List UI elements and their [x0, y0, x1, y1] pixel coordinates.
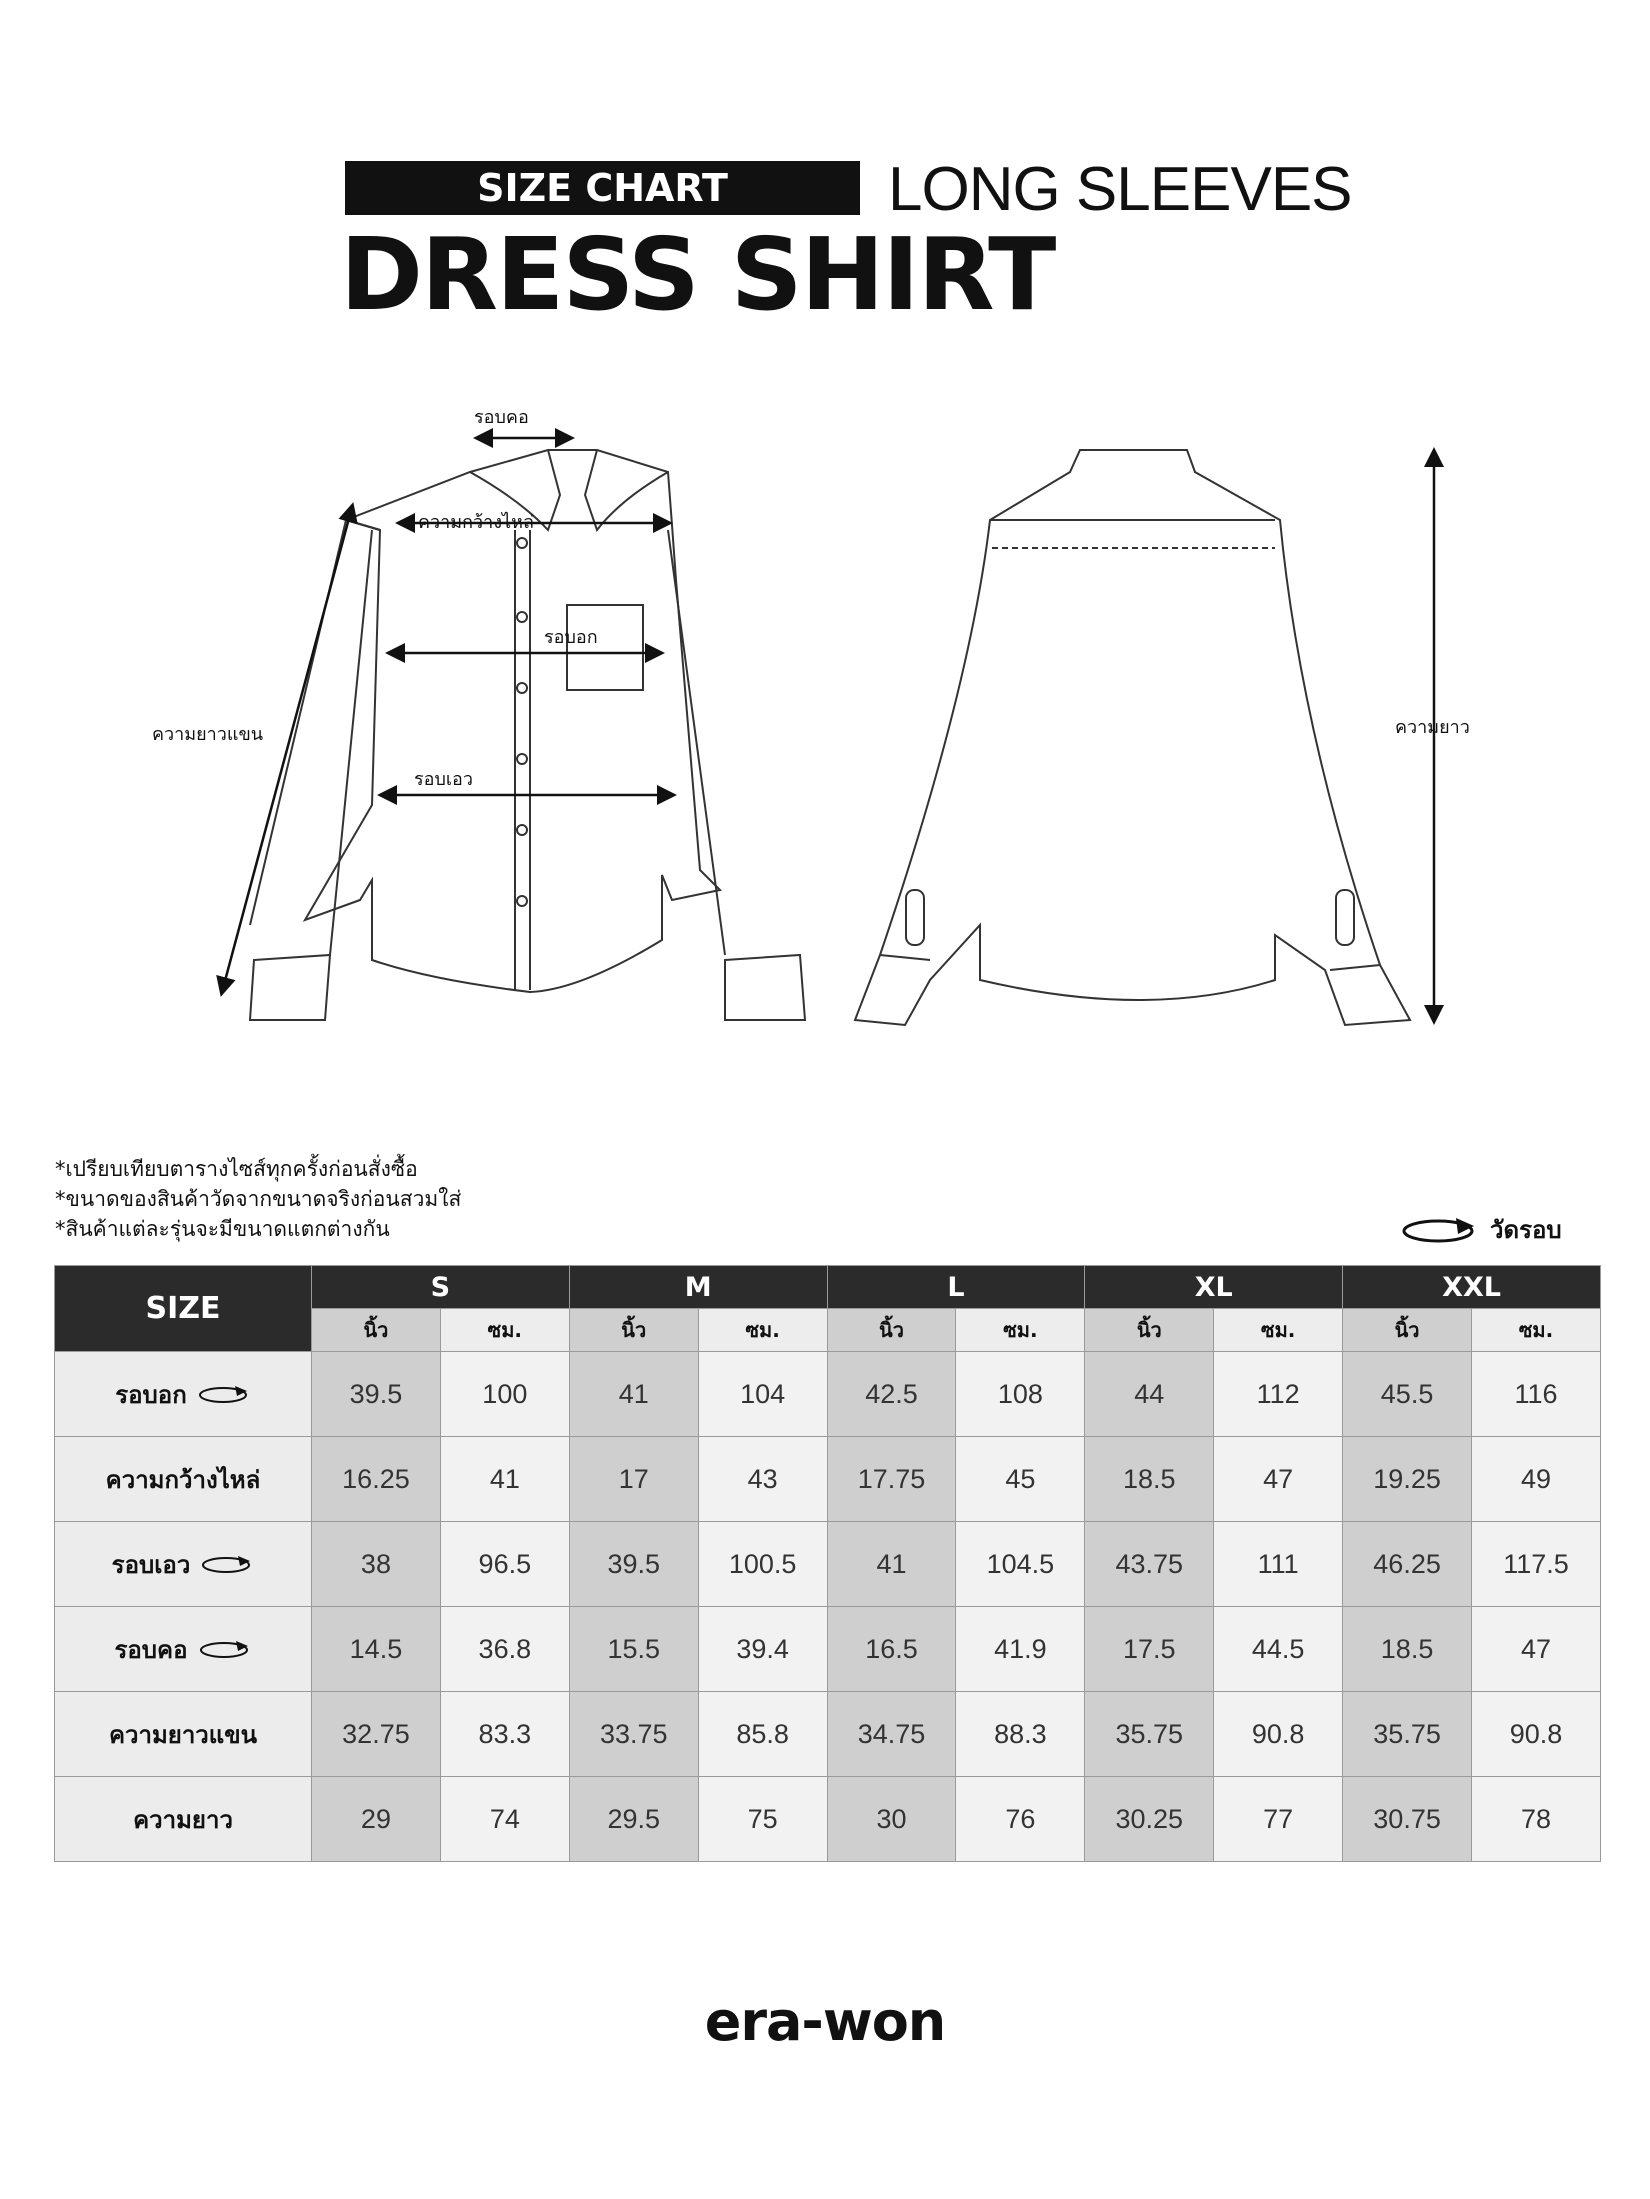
note-1: *เปรียบเทียบตารางไซส์ทุกครั้งก่อนสั่งซื้อ — [55, 1157, 418, 1181]
shirt-front-drawing — [250, 450, 805, 1020]
table-cell: 77 — [1214, 1777, 1343, 1862]
table-cell: 47 — [1472, 1607, 1601, 1692]
table-cell: 38 — [312, 1522, 441, 1607]
note-2: *ขนาดของสินค้าวัดจากขนาดจริงก่อนสวมใส่ — [55, 1187, 462, 1211]
table-row — [55, 1777, 1601, 1862]
size-chart-badge: SIZE CHART — [345, 161, 860, 215]
row-label — [55, 1522, 312, 1607]
table-cell: 76 — [956, 1777, 1085, 1862]
table-cell: 41 — [569, 1352, 698, 1437]
unit-cm: ซม. — [698, 1309, 827, 1352]
shirt-back-drawing — [855, 450, 1410, 1025]
brand-logo: era-won — [704, 1990, 946, 2053]
table-cell: 46.25 — [1343, 1522, 1472, 1607]
table-cell: 45.5 — [1343, 1352, 1472, 1437]
table-cell: 41.9 — [956, 1607, 1085, 1692]
table-cell: 17.75 — [827, 1437, 956, 1522]
table-cell: 30.25 — [1085, 1777, 1214, 1862]
unit-inch: นิ้ว — [827, 1309, 956, 1352]
table-cell: 16.5 — [827, 1607, 956, 1692]
subtitle: LONG SLEEVES — [888, 155, 1352, 224]
table-cell: 117.5 — [1472, 1522, 1601, 1607]
table-cell: 44.5 — [1214, 1607, 1343, 1692]
measure-around-icon — [198, 1637, 252, 1661]
shirt-diagram — [0, 380, 1650, 1040]
table-row — [55, 1522, 1601, 1607]
measure-around-icon — [197, 1382, 251, 1406]
table-cell: 29 — [312, 1777, 441, 1862]
size-l: L — [827, 1266, 1085, 1309]
table-row — [55, 1352, 1601, 1437]
table-cell: 41 — [440, 1437, 569, 1522]
table-cell: 39.5 — [569, 1522, 698, 1607]
table-cell: 112 — [1214, 1352, 1343, 1437]
table-cell: 18.5 — [1343, 1607, 1472, 1692]
note-3: *สินค้าแต่ละรุ่นจะมีขนาดแตกต่างกัน — [55, 1217, 390, 1241]
table-cell: 17.5 — [1085, 1607, 1214, 1692]
table-cell: 43.75 — [1085, 1522, 1214, 1607]
table-cell: 100.5 — [698, 1522, 827, 1607]
table-cell: 47 — [1214, 1437, 1343, 1522]
row-label-text: รอบอก — [115, 1380, 187, 1409]
row-label-text: ความยาวแขน — [108, 1720, 258, 1749]
row-label-text: รอบเอว — [111, 1550, 191, 1579]
table-cell: 32.75 — [312, 1692, 441, 1777]
size-xl: XL — [1085, 1266, 1343, 1309]
table-cell: 43 — [698, 1437, 827, 1522]
size-table — [54, 1265, 1601, 1862]
table-cell: 39.5 — [312, 1352, 441, 1437]
table-cell: 39.4 — [698, 1607, 827, 1692]
size-xxl: XXL — [1343, 1266, 1601, 1309]
unit-cm: ซม. — [956, 1309, 1085, 1352]
table-cell: 41 — [827, 1522, 956, 1607]
unit-cm: ซม. — [440, 1309, 569, 1352]
table-cell: 88.3 — [956, 1692, 1085, 1777]
table-cell: 83.3 — [440, 1692, 569, 1777]
unit-inch: นิ้ว — [1343, 1309, 1472, 1352]
table-cell: 111 — [1214, 1522, 1343, 1607]
measure-around-icon — [200, 1552, 254, 1576]
table-cell: 116 — [1472, 1352, 1601, 1437]
unit-inch: นิ้ว — [1085, 1309, 1214, 1352]
table-cell: 90.8 — [1472, 1692, 1601, 1777]
table-cell: 35.75 — [1343, 1692, 1472, 1777]
row-label — [55, 1607, 312, 1692]
size-header: SIZE — [55, 1266, 312, 1352]
table-cell: 29.5 — [569, 1777, 698, 1862]
table-cell: 18.5 — [1085, 1437, 1214, 1522]
size-s: S — [312, 1266, 570, 1309]
table-cell: 17 — [569, 1437, 698, 1522]
table-cell: 44 — [1085, 1352, 1214, 1437]
notes — [55, 1154, 461, 1244]
row-label-text: ความยาว — [133, 1805, 233, 1834]
row-label — [55, 1437, 312, 1522]
table-cell: 96.5 — [440, 1522, 569, 1607]
size-m: M — [569, 1266, 827, 1309]
table-cell: 42.5 — [827, 1352, 956, 1437]
table-cell: 35.75 — [1085, 1692, 1214, 1777]
label-waist: รอบเอว — [414, 769, 473, 790]
label-chest: รอบอก — [544, 627, 598, 648]
table-cell: 75 — [698, 1777, 827, 1862]
legend — [1400, 1210, 1562, 1249]
unit-inch: นิ้ว — [312, 1309, 441, 1352]
table-cell: 33.75 — [569, 1692, 698, 1777]
table-cell: 104.5 — [956, 1522, 1085, 1607]
table-cell: 30.75 — [1343, 1777, 1472, 1862]
row-label-text: รอบคอ — [114, 1635, 188, 1664]
row-label — [55, 1352, 312, 1437]
table-cell: 104 — [698, 1352, 827, 1437]
measure-around-icon — [1400, 1212, 1480, 1248]
table-cell: 49 — [1472, 1437, 1601, 1522]
row-label-text: ความกว้างไหล่ — [105, 1465, 261, 1494]
table-cell: 74 — [440, 1777, 569, 1862]
table-cell: 78 — [1472, 1777, 1601, 1862]
table-cell: 15.5 — [569, 1607, 698, 1692]
table-cell: 14.5 — [312, 1607, 441, 1692]
unit-inch: นิ้ว — [569, 1309, 698, 1352]
table-row — [55, 1437, 1601, 1522]
table-cell: 16.25 — [312, 1437, 441, 1522]
legend-label: วัดรอบ — [1490, 1216, 1562, 1244]
page-title: DRESS SHIRT — [340, 216, 1055, 333]
label-shoulder: ความกว้างไหล่ — [418, 512, 534, 533]
table-cell: 34.75 — [827, 1692, 956, 1777]
unit-cm: ซม. — [1472, 1309, 1601, 1352]
row-label — [55, 1777, 312, 1862]
label-sleeve: ความยาวแขน — [152, 724, 264, 745]
table-cell: 90.8 — [1214, 1692, 1343, 1777]
label-length: ความยาว — [1395, 717, 1470, 738]
table-cell: 36.8 — [440, 1607, 569, 1692]
row-label — [55, 1692, 312, 1777]
unit-cm: ซม. — [1214, 1309, 1343, 1352]
table-cell: 30 — [827, 1777, 956, 1862]
label-neck: รอบคอ — [474, 407, 529, 428]
table-row — [55, 1607, 1601, 1692]
table-cell: 108 — [956, 1352, 1085, 1437]
table-cell: 85.8 — [698, 1692, 827, 1777]
front-buttons — [517, 538, 527, 906]
table-row — [55, 1692, 1601, 1777]
table-cell: 100 — [440, 1352, 569, 1437]
table-cell: 19.25 — [1343, 1437, 1472, 1522]
table-cell: 45 — [956, 1437, 1085, 1522]
